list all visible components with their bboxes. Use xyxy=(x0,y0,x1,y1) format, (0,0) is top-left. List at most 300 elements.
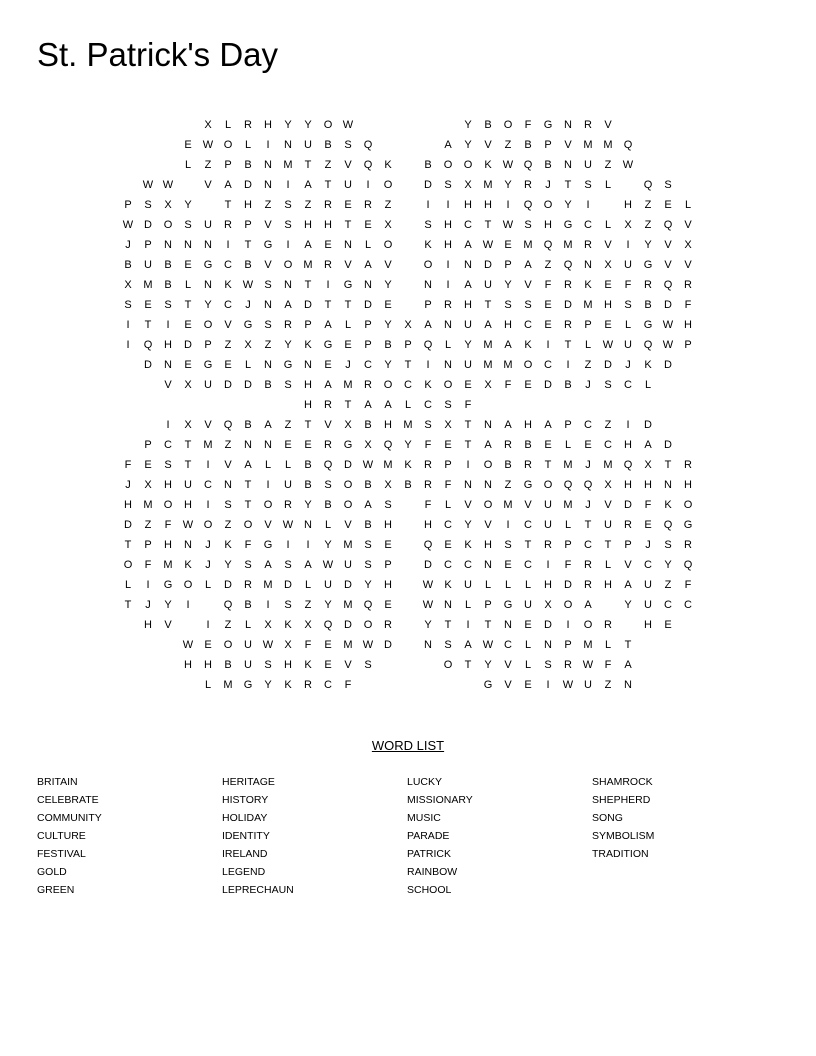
grid-cell[interactable]: O xyxy=(243,519,253,531)
grid-cell[interactable]: E xyxy=(324,639,332,651)
grid-cell[interactable]: V xyxy=(604,239,612,251)
grid-cell[interactable] xyxy=(278,395,298,415)
grid-cell[interactable]: O xyxy=(163,499,173,511)
grid-cell[interactable]: N xyxy=(344,239,352,251)
grid-cell[interactable]: I xyxy=(166,419,170,431)
grid-cell[interactable]: K xyxy=(224,279,232,291)
grid-cell[interactable]: L xyxy=(604,639,612,651)
grid-cell[interactable] xyxy=(658,415,678,435)
grid-cell[interactable]: H xyxy=(684,479,692,491)
grid-cell[interactable]: B xyxy=(304,479,312,491)
grid-cell[interactable]: Z xyxy=(544,259,552,271)
grid-cell[interactable]: O xyxy=(563,599,573,611)
grid-cell[interactable]: T xyxy=(124,539,132,551)
grid-cell[interactable]: L xyxy=(324,519,332,531)
grid-cell[interactable]: T xyxy=(244,499,252,511)
grid-cell[interactable]: F xyxy=(544,279,552,291)
grid-cell[interactable]: G xyxy=(483,679,493,691)
grid-cell[interactable]: T xyxy=(124,599,132,611)
grid-cell[interactable]: H xyxy=(444,239,452,251)
grid-cell[interactable]: U xyxy=(584,679,592,691)
grid-cell[interactable]: W xyxy=(582,659,594,671)
grid-cell[interactable]: J xyxy=(345,359,351,371)
grid-cell[interactable]: D xyxy=(364,299,372,311)
grid-cell[interactable]: X xyxy=(384,219,392,231)
grid-cell[interactable]: T xyxy=(664,459,672,471)
grid-cell[interactable]: W xyxy=(182,519,194,531)
grid-cell[interactable] xyxy=(618,395,638,415)
grid-cell[interactable]: A xyxy=(584,599,592,611)
grid-cell[interactable] xyxy=(678,675,698,695)
grid-cell[interactable]: S xyxy=(664,179,672,191)
grid-cell[interactable] xyxy=(218,395,238,415)
grid-cell[interactable] xyxy=(118,655,138,675)
grid-cell[interactable]: Y xyxy=(664,559,672,571)
grid-cell[interactable]: F xyxy=(624,279,632,291)
grid-cell[interactable]: D xyxy=(664,439,672,451)
grid-cell[interactable]: U xyxy=(544,499,552,511)
grid-cell[interactable]: W xyxy=(202,139,214,151)
grid-cell[interactable]: Z xyxy=(264,339,272,351)
grid-cell[interactable]: N xyxy=(264,439,272,451)
grid-cell[interactable]: O xyxy=(543,199,553,211)
grid-cell[interactable]: N xyxy=(264,159,272,171)
grid-cell[interactable]: O xyxy=(423,259,433,271)
grid-cell[interactable] xyxy=(678,615,698,635)
grid-cell[interactable] xyxy=(118,435,138,455)
grid-cell[interactable]: H xyxy=(624,199,632,211)
grid-cell[interactable] xyxy=(678,175,698,195)
grid-cell[interactable]: W xyxy=(362,459,374,471)
grid-cell[interactable]: L xyxy=(204,579,212,591)
grid-cell[interactable]: S xyxy=(284,379,292,391)
grid-cell[interactable]: M xyxy=(583,639,593,651)
grid-cell[interactable]: O xyxy=(223,139,233,151)
grid-cell[interactable]: D xyxy=(384,639,392,651)
grid-cell[interactable]: E xyxy=(344,199,352,211)
grid-cell[interactable]: F xyxy=(124,459,132,471)
grid-cell[interactable] xyxy=(398,155,418,175)
grid-cell[interactable]: N xyxy=(164,239,172,251)
grid-cell[interactable]: A xyxy=(464,279,472,291)
grid-cell[interactable]: F xyxy=(504,379,512,391)
grid-cell[interactable]: A xyxy=(304,559,312,571)
grid-cell[interactable]: P xyxy=(504,259,512,271)
grid-cell[interactable]: T xyxy=(344,399,352,411)
grid-cell[interactable]: N xyxy=(424,279,432,291)
grid-cell[interactable]: E xyxy=(184,139,192,151)
grid-cell[interactable] xyxy=(558,395,578,415)
grid-cell[interactable]: F xyxy=(684,299,692,311)
grid-cell[interactable] xyxy=(158,635,178,655)
grid-cell[interactable]: L xyxy=(604,219,612,231)
grid-cell[interactable] xyxy=(178,675,198,695)
grid-cell[interactable]: D xyxy=(484,259,492,271)
grid-cell[interactable]: W xyxy=(122,219,134,231)
grid-cell[interactable]: E xyxy=(524,379,532,391)
grid-cell[interactable]: G xyxy=(543,119,553,131)
grid-cell[interactable]: P xyxy=(564,639,572,651)
grid-cell[interactable]: I xyxy=(546,679,550,691)
grid-cell[interactable]: Q xyxy=(663,219,673,231)
grid-cell[interactable]: L xyxy=(264,459,272,471)
grid-cell[interactable] xyxy=(638,395,658,415)
grid-cell[interactable] xyxy=(398,575,418,595)
grid-cell[interactable]: O xyxy=(383,179,393,191)
grid-cell[interactable]: S xyxy=(504,299,512,311)
grid-cell[interactable]: C xyxy=(324,679,332,691)
grid-cell[interactable]: D xyxy=(644,419,652,431)
grid-cell[interactable]: Q xyxy=(623,459,633,471)
grid-cell[interactable]: T xyxy=(564,339,572,351)
grid-cell[interactable] xyxy=(378,675,398,695)
grid-cell[interactable]: N xyxy=(464,479,472,491)
grid-cell[interactable] xyxy=(358,115,378,135)
grid-cell[interactable] xyxy=(178,115,198,135)
grid-cell[interactable]: P xyxy=(384,559,392,571)
grid-cell[interactable]: V xyxy=(524,499,532,511)
grid-cell[interactable]: F xyxy=(304,639,312,651)
grid-cell[interactable]: U xyxy=(244,659,252,671)
grid-cell[interactable]: E xyxy=(384,299,392,311)
grid-cell[interactable]: B xyxy=(364,479,372,491)
grid-cell[interactable]: O xyxy=(463,159,473,171)
grid-cell[interactable]: B xyxy=(324,139,332,151)
grid-cell[interactable]: W xyxy=(362,639,374,651)
grid-cell[interactable] xyxy=(138,675,158,695)
grid-cell[interactable]: Y xyxy=(324,539,332,551)
grid-cell[interactable]: R xyxy=(364,199,372,211)
grid-cell[interactable]: O xyxy=(363,619,373,631)
grid-cell[interactable] xyxy=(158,675,178,695)
grid-cell[interactable]: J xyxy=(585,459,591,471)
grid-cell[interactable]: M xyxy=(263,579,273,591)
grid-cell[interactable]: Y xyxy=(324,599,332,611)
grid-cell[interactable]: L xyxy=(524,659,532,671)
grid-cell[interactable]: K xyxy=(304,339,312,351)
grid-cell[interactable]: E xyxy=(644,519,652,531)
grid-cell[interactable]: J xyxy=(585,379,591,391)
grid-cell[interactable] xyxy=(618,615,638,635)
grid-cell[interactable]: T xyxy=(484,299,492,311)
grid-cell[interactable]: I xyxy=(446,199,450,211)
grid-cell[interactable]: G xyxy=(503,599,513,611)
word-search-grid[interactable] xyxy=(118,115,698,695)
grid-cell[interactable]: G xyxy=(523,479,533,491)
grid-cell[interactable]: K xyxy=(284,679,292,691)
grid-cell[interactable]: P xyxy=(124,199,132,211)
grid-cell[interactable]: I xyxy=(566,359,570,371)
grid-cell[interactable]: R xyxy=(564,659,572,671)
grid-cell[interactable]: R xyxy=(424,479,432,491)
grid-cell[interactable] xyxy=(418,135,438,155)
grid-cell[interactable]: C xyxy=(504,639,512,651)
grid-cell[interactable]: C xyxy=(364,359,372,371)
grid-cell[interactable]: H xyxy=(644,479,652,491)
grid-cell[interactable]: G xyxy=(163,579,173,591)
grid-cell[interactable]: R xyxy=(684,279,692,291)
grid-cell[interactable]: I xyxy=(286,539,290,551)
grid-cell[interactable]: T xyxy=(484,619,492,631)
grid-cell[interactable]: E xyxy=(224,359,232,371)
grid-cell[interactable]: U xyxy=(204,379,212,391)
grid-cell[interactable]: L xyxy=(244,619,252,631)
grid-cell[interactable] xyxy=(138,115,158,135)
grid-cell[interactable]: J xyxy=(585,499,591,511)
grid-cell[interactable]: H xyxy=(164,479,172,491)
grid-cell[interactable]: B xyxy=(224,659,232,671)
grid-cell[interactable] xyxy=(678,115,698,135)
grid-cell[interactable]: W xyxy=(422,579,434,591)
grid-cell[interactable]: L xyxy=(124,579,132,591)
grid-cell[interactable]: K xyxy=(224,539,232,551)
grid-cell[interactable]: P xyxy=(544,139,552,151)
grid-cell[interactable] xyxy=(678,635,698,655)
grid-cell[interactable]: Z xyxy=(324,159,332,171)
grid-cell[interactable] xyxy=(118,135,138,155)
grid-cell[interactable]: J xyxy=(205,559,211,571)
grid-cell[interactable]: I xyxy=(426,199,430,211)
grid-cell[interactable]: E xyxy=(324,659,332,671)
grid-cell[interactable]: D xyxy=(224,579,232,591)
grid-cell[interactable] xyxy=(398,135,418,155)
grid-cell[interactable]: A xyxy=(624,659,632,671)
grid-cell[interactable]: Q xyxy=(363,159,373,171)
grid-cell[interactable]: B xyxy=(244,159,252,171)
grid-cell[interactable]: X xyxy=(404,319,412,331)
grid-cell[interactable]: S xyxy=(624,299,632,311)
grid-cell[interactable]: E xyxy=(184,319,192,331)
grid-cell[interactable]: X xyxy=(384,479,392,491)
grid-cell[interactable]: E xyxy=(284,439,292,451)
grid-cell[interactable]: I xyxy=(286,179,290,191)
grid-cell[interactable]: V xyxy=(664,259,672,271)
grid-cell[interactable]: A xyxy=(364,259,372,271)
grid-cell[interactable] xyxy=(178,615,198,635)
grid-cell[interactable]: E xyxy=(544,319,552,331)
grid-cell[interactable]: E xyxy=(504,239,512,251)
grid-cell[interactable]: M xyxy=(223,679,233,691)
grid-cell[interactable]: H xyxy=(444,219,452,231)
grid-cell[interactable]: L xyxy=(604,179,612,191)
grid-cell[interactable]: P xyxy=(244,219,252,231)
grid-cell[interactable]: D xyxy=(124,519,132,531)
grid-cell[interactable]: Q xyxy=(563,259,573,271)
grid-cell[interactable]: I xyxy=(146,579,150,591)
grid-cell[interactable] xyxy=(398,655,418,675)
grid-cell[interactable] xyxy=(198,595,218,615)
grid-cell[interactable]: V xyxy=(684,219,692,231)
grid-cell[interactable]: C xyxy=(584,419,592,431)
grid-cell[interactable]: N xyxy=(444,359,452,371)
grid-cell[interactable]: B xyxy=(364,519,372,531)
grid-cell[interactable]: O xyxy=(323,119,333,131)
grid-cell[interactable] xyxy=(398,535,418,555)
grid-cell[interactable]: O xyxy=(343,499,353,511)
grid-cell[interactable]: V xyxy=(384,259,392,271)
grid-cell[interactable]: J xyxy=(125,479,131,491)
grid-cell[interactable]: W xyxy=(422,599,434,611)
grid-cell[interactable]: F xyxy=(144,559,152,571)
grid-cell[interactable]: A xyxy=(524,259,532,271)
grid-cell[interactable]: I xyxy=(266,599,270,611)
grid-cell[interactable]: R xyxy=(444,299,452,311)
grid-cell[interactable]: Q xyxy=(323,459,333,471)
grid-cell[interactable]: Z xyxy=(144,519,152,531)
grid-cell[interactable]: R xyxy=(284,319,292,331)
grid-cell[interactable]: U xyxy=(464,319,472,331)
grid-cell[interactable]: O xyxy=(263,499,273,511)
grid-cell[interactable]: C xyxy=(424,399,432,411)
grid-cell[interactable]: A xyxy=(364,399,372,411)
grid-cell[interactable]: H xyxy=(644,619,652,631)
grid-cell[interactable]: X xyxy=(244,339,252,351)
grid-cell[interactable] xyxy=(418,675,438,695)
grid-cell[interactable]: F xyxy=(424,439,432,451)
grid-cell[interactable]: D xyxy=(604,359,612,371)
grid-cell[interactable]: T xyxy=(464,659,472,671)
grid-cell[interactable]: T xyxy=(604,539,612,551)
grid-cell[interactable]: U xyxy=(324,579,332,591)
grid-cell[interactable]: R xyxy=(244,119,252,131)
grid-cell[interactable]: P xyxy=(404,339,412,351)
grid-cell[interactable]: V xyxy=(664,239,672,251)
grid-cell[interactable]: G xyxy=(343,439,353,451)
grid-cell[interactable]: E xyxy=(544,439,552,451)
grid-cell[interactable]: E xyxy=(604,279,612,291)
grid-cell[interactable]: W xyxy=(482,239,494,251)
grid-cell[interactable]: H xyxy=(144,619,152,631)
grid-cell[interactable]: R xyxy=(324,399,332,411)
grid-cell[interactable]: I xyxy=(546,559,550,571)
grid-cell[interactable]: Z xyxy=(644,199,652,211)
grid-cell[interactable]: E xyxy=(204,639,212,651)
grid-cell[interactable]: C xyxy=(444,559,452,571)
grid-cell[interactable] xyxy=(118,675,138,695)
grid-cell[interactable]: X xyxy=(164,199,172,211)
grid-cell[interactable]: O xyxy=(283,259,293,271)
grid-cell[interactable]: A xyxy=(324,379,332,391)
grid-cell[interactable]: S xyxy=(264,279,272,291)
grid-cell[interactable]: F xyxy=(164,519,172,531)
grid-cell[interactable]: E xyxy=(604,319,612,331)
grid-cell[interactable]: V xyxy=(224,459,232,471)
grid-cell[interactable]: Q xyxy=(643,179,653,191)
grid-cell[interactable]: G xyxy=(263,539,273,551)
grid-cell[interactable]: N xyxy=(504,619,512,631)
grid-cell[interactable]: T xyxy=(464,439,472,451)
grid-cell[interactable]: O xyxy=(163,219,173,231)
grid-cell[interactable]: E xyxy=(184,259,192,271)
grid-cell[interactable]: M xyxy=(503,359,513,371)
grid-cell[interactable]: V xyxy=(224,319,232,331)
grid-cell[interactable]: B xyxy=(564,379,572,391)
grid-cell[interactable]: I xyxy=(506,519,510,531)
grid-cell[interactable]: B xyxy=(244,419,252,431)
grid-cell[interactable] xyxy=(398,115,418,135)
grid-cell[interactable]: H xyxy=(204,659,212,671)
grid-cell[interactable] xyxy=(398,255,418,275)
grid-cell[interactable]: E xyxy=(184,359,192,371)
grid-cell[interactable]: N xyxy=(484,419,492,431)
grid-cell[interactable]: S xyxy=(284,559,292,571)
grid-cell[interactable]: M xyxy=(483,359,493,371)
grid-cell[interactable]: D xyxy=(344,459,352,471)
grid-cell[interactable]: D xyxy=(184,339,192,351)
grid-cell[interactable]: S xyxy=(264,659,272,671)
grid-cell[interactable]: M xyxy=(523,239,533,251)
grid-cell[interactable]: L xyxy=(604,559,612,571)
grid-cell[interactable]: H xyxy=(464,199,472,211)
grid-cell[interactable]: D xyxy=(664,299,672,311)
grid-cell[interactable]: P xyxy=(144,239,152,251)
grid-cell[interactable]: Z xyxy=(224,519,232,531)
grid-cell[interactable]: T xyxy=(544,459,552,471)
grid-cell[interactable]: H xyxy=(624,439,632,451)
grid-cell[interactable]: X xyxy=(184,419,192,431)
grid-cell[interactable]: A xyxy=(504,339,512,351)
grid-cell[interactable]: S xyxy=(424,219,432,231)
grid-cell[interactable] xyxy=(258,395,278,415)
grid-cell[interactable]: H xyxy=(244,199,252,211)
grid-cell[interactable]: S xyxy=(264,319,272,331)
grid-cell[interactable]: F xyxy=(244,539,252,551)
grid-cell[interactable]: M xyxy=(483,179,493,191)
grid-cell[interactable] xyxy=(398,195,418,215)
grid-cell[interactable]: U xyxy=(464,579,472,591)
grid-cell[interactable]: M xyxy=(583,139,593,151)
grid-cell[interactable]: D xyxy=(544,379,552,391)
grid-cell[interactable]: K xyxy=(664,499,672,511)
grid-cell[interactable]: J xyxy=(545,179,551,191)
grid-cell[interactable]: O xyxy=(683,499,693,511)
grid-cell[interactable]: Y xyxy=(464,339,472,351)
grid-cell[interactable]: Y xyxy=(384,319,392,331)
grid-cell[interactable]: O xyxy=(483,499,493,511)
grid-cell[interactable]: Q xyxy=(663,279,673,291)
grid-cell[interactable]: B xyxy=(304,459,312,471)
grid-cell[interactable]: U xyxy=(624,339,632,351)
grid-cell[interactable]: V xyxy=(504,659,512,671)
grid-cell[interactable]: G xyxy=(263,239,273,251)
grid-cell[interactable]: X xyxy=(124,279,132,291)
grid-cell[interactable]: R xyxy=(584,119,592,131)
grid-cell[interactable]: C xyxy=(584,539,592,551)
grid-cell[interactable]: D xyxy=(424,179,432,191)
grid-cell[interactable]: V xyxy=(344,259,352,271)
grid-cell[interactable]: O xyxy=(383,379,393,391)
grid-cell[interactable]: R xyxy=(504,439,512,451)
grid-cell[interactable]: H xyxy=(604,579,612,591)
grid-cell[interactable]: Y xyxy=(384,359,392,371)
grid-cell[interactable]: M xyxy=(343,599,353,611)
grid-cell[interactable]: R xyxy=(584,559,592,571)
grid-cell[interactable] xyxy=(398,235,418,255)
grid-cell[interactable]: I xyxy=(286,239,290,251)
grid-cell[interactable]: W xyxy=(342,119,354,131)
grid-cell[interactable]: I xyxy=(326,279,330,291)
grid-cell[interactable]: E xyxy=(524,679,532,691)
grid-cell[interactable]: Q xyxy=(643,339,653,351)
grid-cell[interactable]: Q xyxy=(623,139,633,151)
grid-cell[interactable]: O xyxy=(223,639,233,651)
grid-cell[interactable]: R xyxy=(564,279,572,291)
grid-cell[interactable]: Y xyxy=(644,239,652,251)
grid-cell[interactable]: R xyxy=(304,679,312,691)
grid-cell[interactable]: S xyxy=(504,539,512,551)
grid-cell[interactable] xyxy=(638,135,658,155)
grid-cell[interactable]: P xyxy=(144,439,152,451)
